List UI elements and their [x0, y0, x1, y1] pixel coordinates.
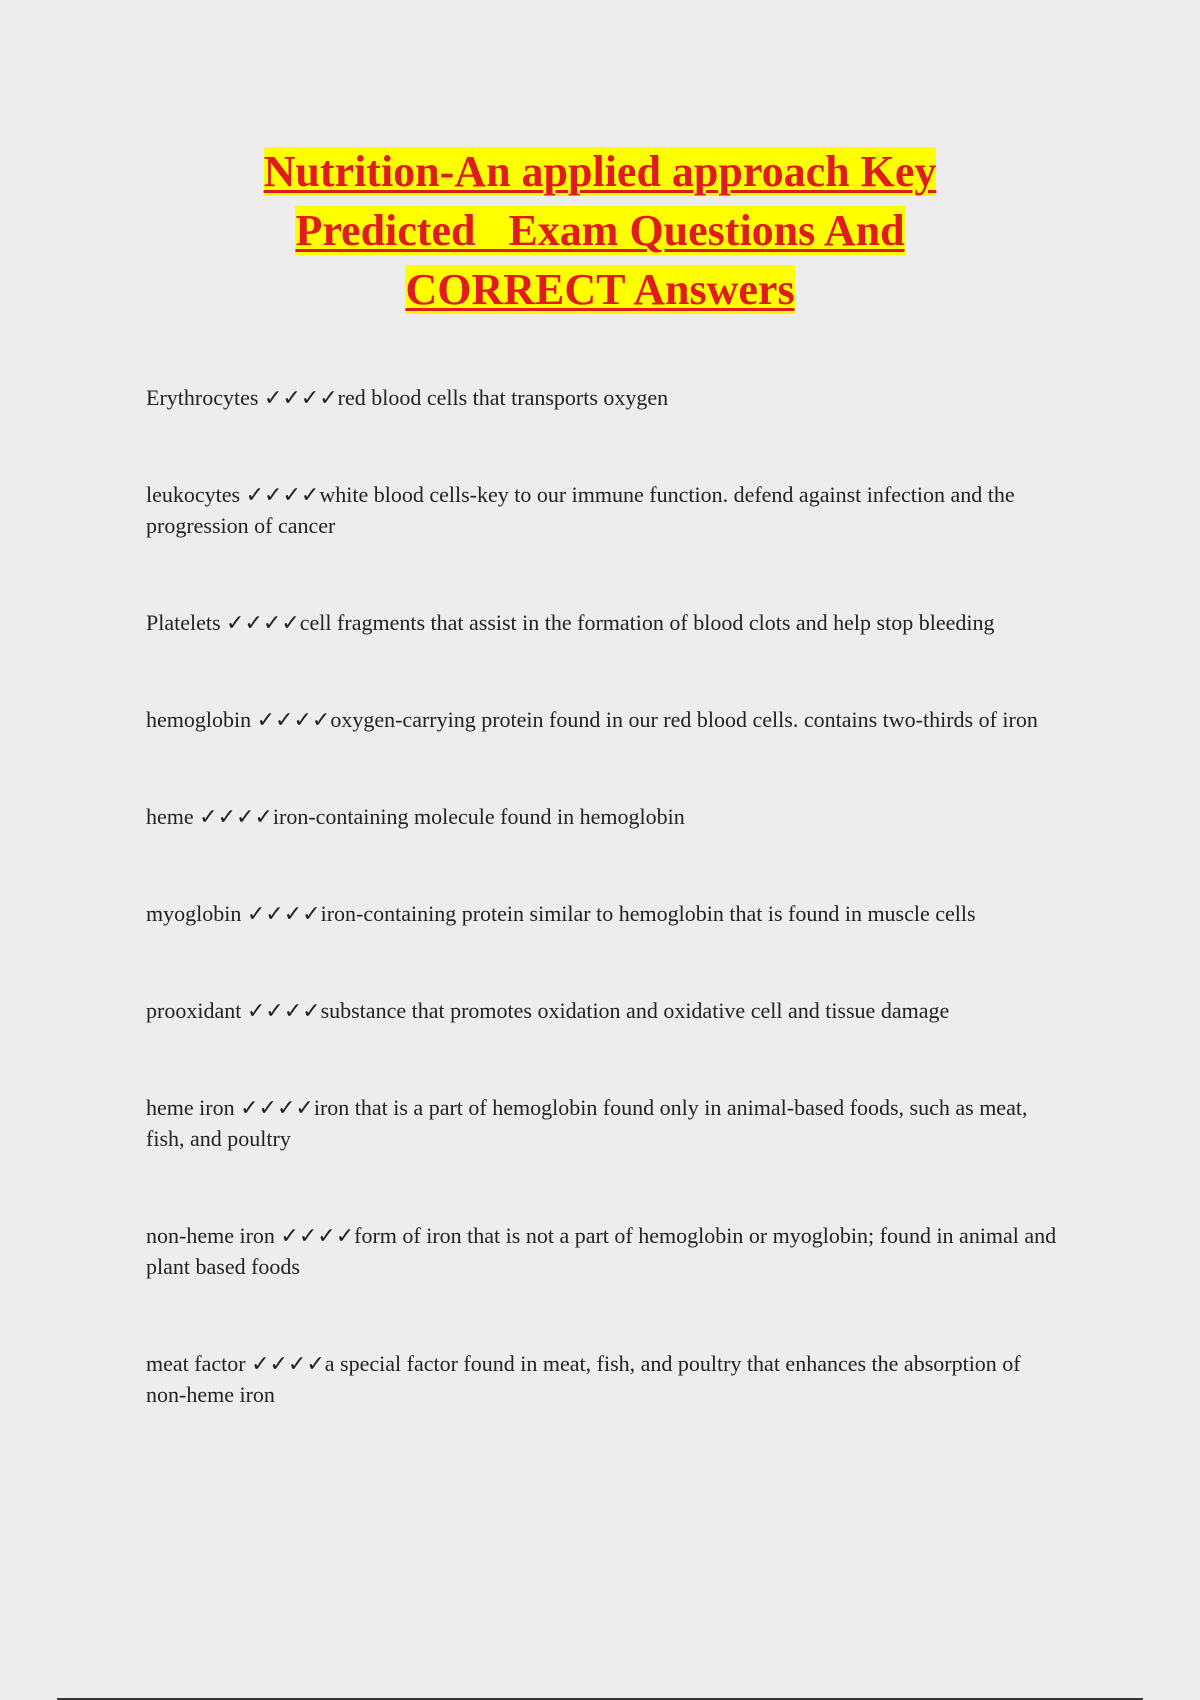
qa-item [146, 607, 1066, 638]
qa-definition: form of iron that is not a part of hemoglobin or myoglobin; found in animal and plant based foods [146, 1223, 1057, 1279]
qa-definition: cell fragments that assist in the formation of blood clots and help stop bleeding [299, 610, 995, 635]
check-marks-icon: ✓✓✓✓ [240, 1095, 314, 1120]
check-marks-icon: ✓✓✓✓ [245, 482, 320, 507]
qa-definition: oxygen-carrying protein found in our red blood cells. contains two-thirds of iron [330, 707, 1038, 732]
qa-term: meat factor [146, 1351, 252, 1376]
qa-term: Platelets [146, 610, 227, 635]
qa-item [146, 704, 1066, 735]
qa-definition: iron-containing protein similar to hemoglobin that is found in muscle cells [320, 901, 976, 926]
title-line-3: CORRECT Answers [405, 265, 795, 314]
qa-item [146, 1092, 1066, 1154]
qa-item [146, 801, 1066, 832]
qa-term: Erythrocytes [146, 385, 264, 410]
check-marks-icon: ✓✓✓✓ [280, 1223, 355, 1248]
qa-term: myoglobin [146, 901, 247, 926]
qa-definition: red blood cells that transports oxygen [337, 385, 669, 410]
qa-item [146, 898, 1066, 929]
qa-definition: iron that is a part of hemoglobin found only in animal-based foods, such as meat, fish, and poultry [146, 1095, 1028, 1151]
qa-term: leukocytes [146, 482, 246, 507]
qa-term: hemoglobin [146, 707, 257, 732]
check-marks-icon: ✓✓✓✓ [199, 804, 273, 829]
qa-definition: white blood cells-key to our immune function. defend against infection and the progression of cancer [146, 482, 1015, 538]
qa-item [146, 382, 1066, 413]
check-marks-icon: ✓✓✓✓ [246, 901, 321, 926]
qa-list [146, 382, 1066, 1476]
qa-term: non-heme iron [146, 1223, 281, 1248]
qa-definition: a special factor found in meat, fish, and poultry that enhances the absorption of non-heme iron [146, 1351, 1021, 1407]
qa-item [146, 995, 1066, 1026]
qa-term: heme iron [146, 1095, 241, 1120]
qa-term: heme [146, 804, 200, 829]
qa-definition: substance that promotes oxidation and oxidative cell and tissue damage [320, 998, 950, 1023]
check-marks-icon: ✓✓✓✓ [251, 1351, 325, 1376]
check-marks-icon: ✓✓✓✓ [263, 385, 338, 410]
check-marks-icon: ✓✓✓✓ [246, 998, 321, 1023]
title-line-2: Predicted Exam Questions And [295, 206, 905, 255]
check-marks-icon: ✓✓✓✓ [226, 610, 300, 635]
qa-definition: iron-containing molecule found in hemoglobin [272, 804, 685, 829]
qa-term: prooxidant [146, 998, 247, 1023]
title-line-1: Nutrition-An applied approach Key [263, 147, 937, 196]
qa-item [146, 479, 1066, 541]
qa-item [146, 1220, 1066, 1282]
document-title [150, 142, 1050, 319]
check-marks-icon: ✓✓✓✓ [256, 707, 331, 732]
qa-item [146, 1348, 1066, 1410]
